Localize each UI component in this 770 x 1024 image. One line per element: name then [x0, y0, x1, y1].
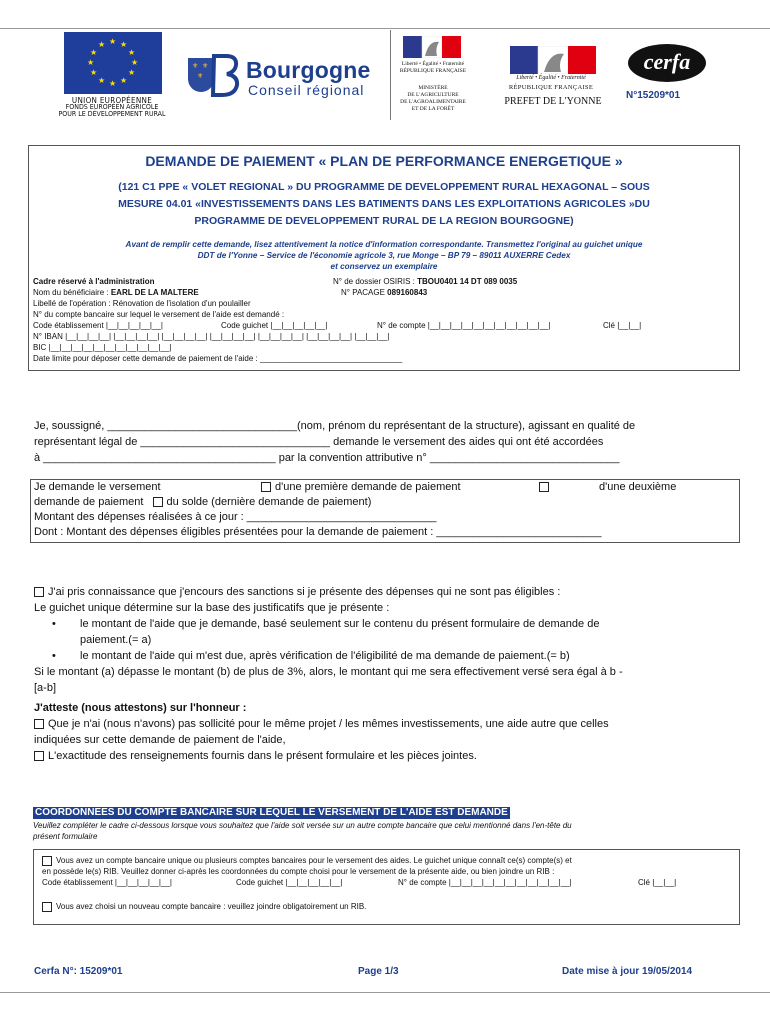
beneficiaire-value: EARL DE LA MALTERE	[110, 288, 199, 297]
attest-line2: indiquées sur cette demande de paiement de l'aide,	[34, 734, 286, 746]
bullet-icon: •	[52, 650, 56, 662]
unique-account-checkbox[interactable]	[42, 856, 52, 866]
sanctions-line4: [a-b]	[34, 682, 57, 694]
ministry-logo	[390, 30, 471, 120]
prefet-yonne: PREFET DE L'YONNE	[504, 96, 602, 107]
title-box	[28, 145, 740, 371]
eu-caption-line1: UNION EUROPÉENNE	[71, 96, 153, 105]
subtitle-line3: PROGRAMME DE DEVELOPPEMENT RURAL DE LA REGION BOURGOGNE)	[194, 215, 574, 227]
unique-account-line1: Vous avez un compte bancaire unique ou plusieurs comptes bancaires pour le versement des aides. Le guichet unique connaît ce(s) compte(s) et	[56, 856, 572, 865]
numero-compte-field[interactable]: N° de compte |__|__|__|__|__|__|__|__|__|__|__|	[377, 321, 551, 330]
request-line2a: demande de paiement	[34, 496, 144, 508]
bic-field[interactable]: BIC |__|__|__|__|__|__|__|__|__|__|__|	[33, 343, 172, 352]
form-subtitle	[39, 179, 729, 230]
region-subtitle: Conseil régional	[248, 82, 365, 98]
bourgogne-b-icon	[210, 52, 240, 98]
bourgogne-shield-icon: ⚜ ⚜ ⚜	[188, 58, 214, 92]
sanctions-line2: Le guichet unique détermine sur la base des justificatifs que je présente :	[34, 602, 390, 614]
admin-section	[33, 276, 737, 364]
date-limite: Date limite pour déposer cette demande de paiement de l'aide : ________________________________	[33, 354, 403, 363]
coord-code-etablissement-field[interactable]: Code établissement |__|__|__|__|__|	[42, 878, 172, 887]
solde-label: du solde (dernière demande de paiement)	[166, 496, 372, 508]
bullet-icon: •	[52, 618, 56, 630]
eu-caption-line2: FONDS EUROPÉEN AGRICOLE	[65, 103, 159, 111]
notice-line1: Avant de remplir cette demande, lisez attentivement la notice d'information correspondante. Transmettez l'original au guichet unique	[125, 240, 643, 249]
eu-flag-logo: ★ ★ ★ ★ ★ ★ ★ ★ ★ ★ ★ ★	[64, 32, 162, 94]
sanctions-bullet2: le montant de l'aide qui m'est due, après vérification de l'éligibilité de ma demande de paiement.(= b)	[80, 650, 570, 662]
sanctions-section	[34, 584, 734, 696]
sanctions-line1: J'ai pris connaissance que j'encours des sanctions si je présente des dépenses qui ne sont pas éligibles :	[48, 586, 561, 598]
first-payment-checkbox[interactable]	[261, 482, 271, 492]
attest-checkbox-1[interactable]	[34, 719, 44, 729]
dossier-label: N° de dossier OSIRIS :	[333, 277, 418, 286]
beneficiaire-label: Nom du bénéficiaire :	[33, 288, 111, 297]
declaration-line1: Je, soussigné, _______________________________(nom, prénom du représentant de la structure), agissant en qualité de	[34, 420, 636, 432]
montant-eligibles-field[interactable]: Dont : Montant des dépenses éligibles présentées pour la demande de paiement : ___________________________	[34, 526, 602, 538]
declaration-line3: à ______________________________________ par la convention attributive n° _______________________________	[34, 452, 620, 464]
ministry-line4: ET DE LA FORÊT	[411, 106, 455, 112]
coord-cle-field[interactable]: Clé |__|__|	[638, 878, 677, 887]
request-line1a: Je demande le versement	[34, 481, 161, 493]
cerfa-number: N°15209*01	[626, 90, 681, 101]
prefet-devise: Liberté • Égalité • Fraternité	[516, 75, 586, 81]
coordonnees-instructions	[33, 820, 739, 842]
eu-caption	[56, 97, 168, 118]
libelle-operation: Libellé de l'opération : Rénovation de l'isolation d'un poulailler	[33, 299, 251, 308]
second-payment-label: d'une deuxième	[599, 481, 677, 493]
sanctions-bullet1a: le montant de l'aide que je demande, basé seulement sur le contenu du présent formulaire de demande de	[80, 618, 600, 630]
coordonnees-sub2: présent formulaire	[33, 832, 98, 841]
form-notice	[33, 239, 735, 272]
notice-line3: et conservez un exemplaire	[330, 262, 438, 271]
footer-cerfa: Cerfa N°: 15209*01	[34, 966, 123, 977]
montant-depenses-field[interactable]: Montant des dépenses réalisées à ce jour : _______________________________	[34, 511, 437, 523]
cle-field[interactable]: Clé |__|__|	[603, 321, 642, 330]
sanctions-checkbox[interactable]	[34, 587, 44, 597]
region-name: Bourgogne	[246, 57, 371, 83]
attest-checkbox-2[interactable]	[34, 751, 44, 761]
declaration-section	[34, 418, 734, 466]
attest-section	[34, 700, 734, 764]
attest-heading: J'atteste (nous attestons) sur l'honneur :	[34, 702, 247, 714]
ministry-line3: DE L'AGROALIMENTAIRE	[400, 99, 466, 105]
top-rule	[0, 28, 770, 29]
new-account-checkbox[interactable]	[42, 902, 52, 912]
declaration-line2: représentant légal de _______________________________ demande le versement des aides qui ont été accordées	[34, 436, 604, 448]
subtitle-line2: MESURE 04.01 «INVESTISSEMENTS DANS LES BATIMENTS DANS LES EXPLOITATIONS AGRICOLES »DU	[118, 198, 650, 210]
pacage-label: N° PACAGE	[341, 288, 388, 297]
first-payment-label: d'une première demande de paiement	[275, 481, 461, 493]
prefet-republique: RÉPUBLIQUE FRANÇAISE	[508, 84, 594, 91]
form-title: DEMANDE DE PAIEMENT « PLAN DE PERFORMANCE ENERGETIQUE »	[145, 153, 623, 169]
new-account-label: Vous avez choisi un nouveau compte bancaire : veuillez joindre obligatoirement un RIB.	[56, 902, 367, 911]
second-payment-checkbox[interactable]	[539, 482, 549, 492]
coord-code-guichet-field[interactable]: Code guichet |__|__|__|__|__|	[236, 878, 343, 887]
attest-line3: L'exactitude des renseignements fournis dans le présent formulaire et les pièces jointes.	[48, 750, 477, 762]
pacage-value: 089160843	[387, 288, 428, 297]
ministry-line2: DE L'AGRICULTURE	[407, 92, 459, 98]
eu-caption-line3: POUR LE DÉVELOPPEMENT RURAL	[58, 110, 166, 118]
ministry-devise: Liberté • Égalité • Fraternité	[401, 61, 465, 67]
sanctions-bullet1b: paiement.(= a)	[80, 634, 152, 646]
cerfa-logo: cerfa	[628, 44, 706, 82]
footer-date: Date mise à jour 19/05/2014	[562, 966, 693, 977]
prefecture-flag-icon	[510, 46, 596, 74]
dossier-value: TBOU0401 14 DT 089 0035	[417, 277, 518, 286]
attest-line1: Que je n'ai (nous n'avons) pas sollicité pour le même projet / les mêmes investissements, une aide autre que celles	[48, 718, 609, 730]
bottom-rule	[0, 992, 770, 993]
ministry-line1: MINISTÈRE	[418, 85, 448, 91]
solde-checkbox[interactable]	[153, 497, 163, 507]
coord-numero-compte-field[interactable]: N° de compte |__|__|__|__|__|__|__|__|__|__|__|	[398, 878, 572, 887]
sanctions-line3: Si le montant (a) dépasse le montant (b) de plus de 3%, alors, le montant qui me sera effectivement versé sera égal à b -	[34, 666, 623, 678]
unique-account-line2: en possède le(s) RIB. Veuillez donner ci-après les coordonnées du compte choisi pour le versement de la présente aide, ou bien joindre un RIB :	[42, 867, 555, 876]
coordonnees-box	[33, 849, 740, 925]
coordonnees-sub1: Veuillez compléter le cadre ci-dessous lorsque vous souhaitez que l'aide soit versée sur un autre compte bancaire que celui mentionné dans l'en-tête du	[33, 821, 572, 830]
marianne-flag-icon	[403, 36, 461, 58]
ministry-republique: RÉPUBLIQUE FRANÇAISE	[399, 68, 467, 74]
notice-line2: DDT de l'Yonne – Service de l'économie agricole 3, rue Monge – BP 79 – 89011 AUXERRE Cedex	[197, 251, 571, 260]
code-etablissement-field[interactable]: Code établissement |__|__|__|__|__|	[33, 321, 163, 330]
compte-intro: N° du compte bancaire sur lequel le versement de l'aide est demandé :	[33, 310, 285, 319]
subtitle-line1: (121 C1 PPE « VOLET REGIONAL » DU PROGRAMME DE DEVELOPPEMENT RURAL HEXAGONAL – SOUS	[118, 181, 650, 193]
request-box	[30, 479, 740, 543]
footer-page: Page 1/3	[358, 966, 399, 977]
code-guichet-field[interactable]: Code guichet |__|__|__|__|__|	[221, 321, 328, 330]
iban-field[interactable]: N° IBAN |__|__|__|__| |__|__|__|__| |__|__|__|__| |__|__|__|__| |__|__|__|__| |__|__|__|__| |__|__|__|	[33, 332, 390, 341]
coordonnees-heading: COORDONNEES DU COMPTE BANCAIRE SUR LEQUEL LE VERSEMENT DE L'AIDE EST DEMANDE	[35, 807, 508, 818]
admin-cadre-label: Cadre réservé à l'administration	[33, 277, 155, 286]
